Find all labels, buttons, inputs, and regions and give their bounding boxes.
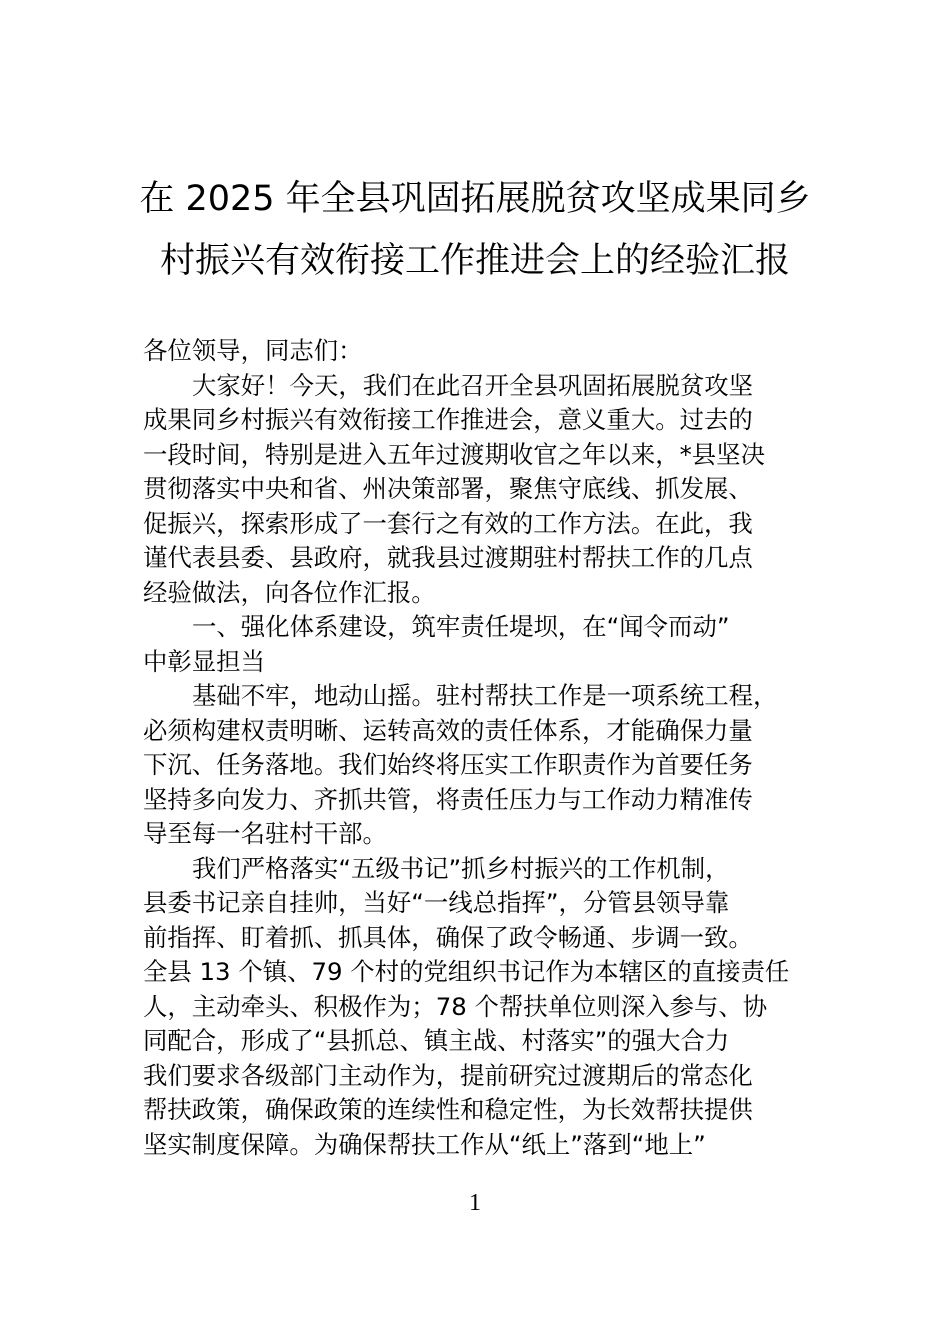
paragraph-foundation — [143, 679, 823, 852]
paragraph-line: 成果同乡村振兴有效衔接工作推进会，意义重大。过去的 — [143, 405, 753, 434]
paragraph-line: 同配合，形成了“县抓总、镇主战、村落实”的强大合力 — [143, 1026, 730, 1055]
paragraph-line: 全县 13 个镇、79 个村的党组织书记作为本辖区的直接责任 — [143, 957, 790, 986]
salutation-text: 各位领导，同志们： — [143, 336, 363, 365]
paragraph-line: 基础不牢，地动山摇。驻村帮扶工作是一项系统工程， — [192, 681, 778, 710]
paragraph-line: 帮扶政策，确保政策的连续性和稳定性，为长效帮扶提供 — [143, 1095, 753, 1124]
paragraph-line: 谨代表县委、县政府，就我县过渡期驻村帮扶工作的几点 — [143, 543, 753, 572]
paragraph-line: 人，主动牵头、积极作为；78 个帮扶单位则深入参与、协 — [143, 991, 768, 1021]
document-body — [143, 334, 823, 1162]
paragraph-line: 下沉、任务落地。我们始终将压实工作职责作为首要任务 — [143, 750, 753, 779]
paragraph-line: 我们严格落实“五级书记”抓乡村振兴的工作机制， — [192, 853, 730, 883]
paragraph-line: 一段时间，特别是进入五年过渡期收官之年以来，*县坚决 — [143, 439, 765, 469]
paragraph-line: 贯彻落实中央和省、州决策部署，聚焦守底线、抓发展、 — [143, 474, 753, 503]
title-line-2: 村振兴有效衔接工作推进会上的经验汇报 — [159, 241, 790, 281]
paragraph-line: 我们要求各级部门主动作为，提前研究过渡期后的常态化 — [143, 1060, 753, 1090]
paragraph-line: 必须构建权责明晰、运转高效的责任体系，才能确保力量 — [143, 715, 753, 745]
heading-line: 一、强化体系建设，筑牢责任堤坝，在“闻令而动” — [192, 612, 730, 641]
paragraph-line: 前指挥、盯着抓、抓具体，确保了政令畅通、步调一致。 — [143, 922, 753, 952]
paragraph-line: 促振兴，探索形成了一套行之有效的工作方法。在此，我 — [143, 508, 753, 538]
title-line-1: 在 2025 年全县巩固拓展脱贫攻坚成果同乡 — [139, 179, 811, 219]
heading-line: 中彰显担当 — [143, 646, 265, 676]
paragraph-line: 坚实制度保障。为确保帮扶工作从“纸上”落到“地上” — [143, 1129, 706, 1159]
salutation — [143, 334, 823, 369]
document-title — [120, 168, 830, 292]
paragraph-opening — [143, 369, 823, 611]
paragraph-line: 大家好！今天，我们在此召开全县巩固拓展脱贫攻坚 — [192, 370, 753, 400]
paragraph-mechanism — [143, 852, 823, 1163]
page-number: 1 — [469, 1190, 481, 1216]
section-heading-1 — [143, 610, 823, 679]
paragraph-line: 导至每一名驻村干部。 — [143, 819, 387, 848]
paragraph-line: 坚持多向发力、齐抓共管，将责任压力与工作动力精准传 — [143, 784, 753, 814]
paragraph-line: 县委书记亲自挂帅，当好“一线总指挥”，分管县领导靠 — [143, 888, 730, 917]
paragraph-line: 经验做法，向各位作汇报。 — [143, 577, 436, 607]
